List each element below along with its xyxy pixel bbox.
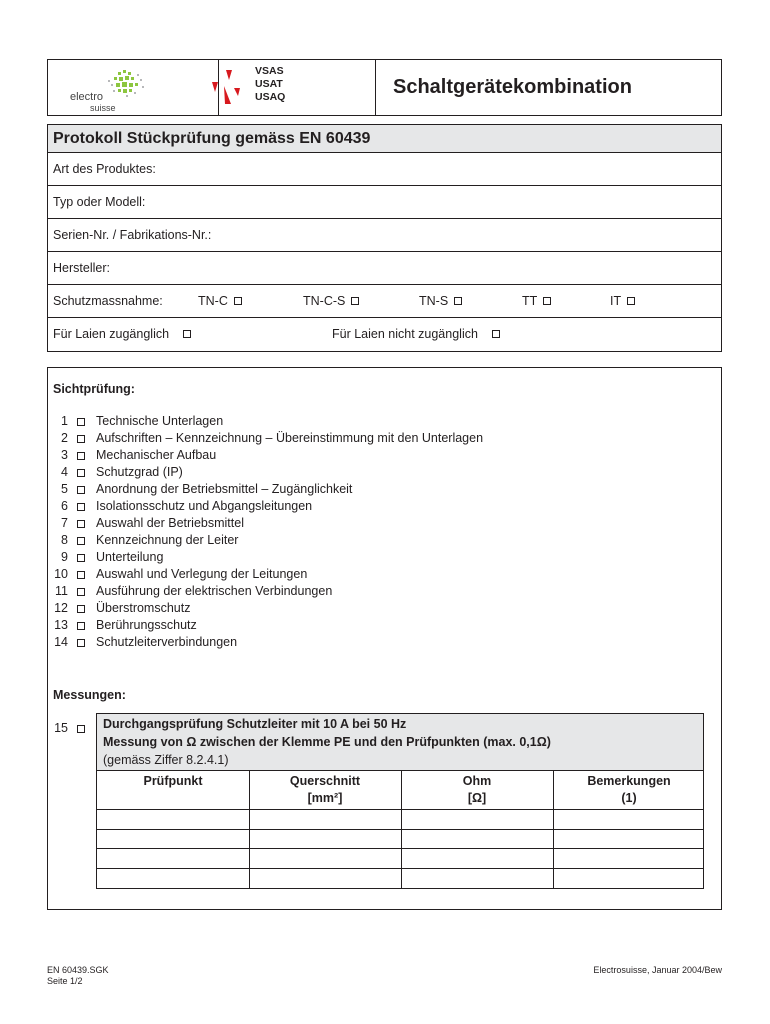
item-label: Unterteilung (96, 550, 164, 564)
table-divider (97, 848, 703, 849)
option-label: TN-C (198, 294, 228, 308)
document-id: EN 60439.SGK (47, 965, 109, 975)
table-divider (97, 770, 703, 771)
item-label: Auswahl der Betriebsmittel (96, 516, 244, 530)
checkbox[interactable] (234, 297, 242, 305)
vsas-logo-icon (206, 68, 246, 106)
item-label: Aufschriften – Kennzeichnung – Übereinstimmung mit den Unterlagen (96, 431, 484, 445)
item-number: 3 (61, 448, 68, 462)
option-laien-not-accessible[interactable] (332, 327, 500, 341)
table-divider (553, 770, 554, 888)
checkbox[interactable] (77, 571, 85, 579)
checkbox[interactable] (627, 297, 635, 305)
checkbox[interactable] (77, 418, 85, 426)
item-number: 2 (61, 431, 68, 445)
checkbox[interactable] (77, 537, 85, 545)
list-item[interactable] (48, 567, 708, 584)
list-item[interactable] (48, 465, 708, 482)
item-number: 7 (61, 516, 68, 530)
column-header-line: Prüfpunkt (143, 774, 203, 788)
item-number: 10 (54, 567, 68, 581)
item-number: 8 (61, 533, 68, 547)
item-label: Technische Unterlagen (96, 414, 224, 428)
list-item[interactable] (48, 448, 708, 465)
item-label: Mechanischer Aufbau (96, 448, 217, 462)
protocol-header (48, 125, 721, 153)
option-label: IT (610, 294, 622, 308)
field-manufacturer[interactable]: Hersteller: (53, 261, 110, 275)
row-divider (48, 317, 721, 318)
column-header-querschnitt (249, 773, 401, 807)
checkbox[interactable] (77, 639, 85, 647)
item-number: 11 (55, 584, 68, 598)
option-it[interactable] (610, 294, 635, 308)
column-header-unit: (1) (621, 791, 637, 805)
row-divider (48, 251, 721, 252)
list-item[interactable] (48, 516, 708, 533)
row-divider (48, 218, 721, 219)
item-number: 6 (61, 499, 68, 513)
column-header-line: Querschnitt (289, 774, 361, 788)
checkbox[interactable] (77, 588, 85, 596)
list-item[interactable] (48, 550, 708, 567)
list-item[interactable] (48, 533, 708, 550)
item-number: 14 (54, 635, 68, 649)
option-label: Für Laien nicht zugänglich (332, 327, 478, 341)
checkbox[interactable] (183, 330, 191, 338)
checkbox[interactable] (77, 605, 85, 613)
table-cell[interactable] (554, 810, 703, 829)
measurement-title: Durchgangsprüfung Schutzleiter mit 10 A bei 50 Hz (103, 717, 407, 731)
option-label: Für Laien zugänglich (53, 327, 170, 341)
table-divider (97, 829, 703, 830)
option-tn-s[interactable] (419, 294, 462, 308)
item-number: 9 (61, 550, 68, 564)
column-header-ohm (401, 773, 553, 807)
logo-text-suisse: suisse (90, 103, 116, 113)
dot-matrix-icon (104, 68, 154, 104)
org-code-vsas: VSAS (255, 65, 284, 77)
row-divider (48, 185, 721, 186)
protocol-title: Protokoll Stückprüfung gemäss EN 60439 (53, 130, 371, 147)
column-header-bemerkungen (553, 773, 705, 807)
column-header-line: Bemerkungen (587, 774, 671, 788)
org-code-usat: USAT (255, 78, 283, 90)
item-number: 13 (54, 618, 68, 632)
item-number: 1 (61, 414, 68, 428)
column-header-pruefpunkt (97, 773, 249, 790)
checkbox[interactable] (77, 469, 85, 477)
checkbox[interactable] (492, 330, 500, 338)
checkbox[interactable] (351, 297, 359, 305)
table-cell[interactable] (97, 810, 249, 829)
item-label: Schutzgrad (IP) (96, 465, 183, 479)
list-item[interactable] (48, 618, 708, 635)
logo-text-electro: electro (70, 91, 104, 103)
table-cell[interactable] (402, 810, 553, 829)
list-item[interactable] (48, 414, 708, 431)
org-code-usaq: USAQ (255, 91, 286, 103)
measurement-reference: (gemäss Ziffer 8.2.4.1) (103, 753, 229, 767)
list-item[interactable] (48, 431, 708, 448)
checkbox[interactable] (77, 725, 85, 733)
field-serial-number[interactable]: Serien-Nr. / Fabrikations-Nr.: (53, 228, 212, 242)
measurement-description: Messung von Ω zwischen der Klemme PE und den Prüfpunkten (max. 0,1Ω) (103, 735, 551, 749)
checkbox[interactable] (77, 554, 85, 562)
checkbox[interactable] (77, 452, 85, 460)
item-label: Berührungsschutz (96, 618, 197, 632)
field-product-type[interactable]: Art des Produktes: (53, 162, 156, 176)
option-label: TT (522, 294, 538, 308)
item-number: 15 (54, 721, 68, 735)
list-item[interactable] (48, 482, 708, 499)
list-item[interactable] (48, 584, 708, 601)
option-tt[interactable] (522, 294, 551, 308)
item-label: Ausführung der elektrischen Verbindungen (96, 584, 333, 598)
list-item[interactable] (48, 601, 708, 618)
item-label: Überstromschutz (96, 601, 191, 615)
item-label: Schutzleiterverbindungen (96, 635, 238, 649)
item-label: Isolationsschutz und Abgangsleitungen (96, 499, 313, 513)
measurements-heading: Messungen: (53, 688, 126, 702)
page-title: Schaltgerätekombination (393, 76, 632, 98)
document-header (47, 59, 722, 116)
checkbox[interactable] (77, 486, 85, 494)
item-number: 5 (61, 482, 68, 496)
option-tn-c[interactable] (198, 294, 242, 308)
list-item[interactable] (48, 499, 708, 516)
measurement-table (96, 713, 704, 889)
footer-left (47, 965, 109, 987)
org-codes (255, 65, 285, 104)
item-number: 12 (54, 601, 68, 615)
column-header-unit: [Ω] (467, 791, 487, 805)
item-number: 4 (61, 465, 68, 479)
checkbox[interactable] (77, 520, 85, 528)
row-divider (48, 284, 721, 285)
list-item[interactable] (48, 635, 708, 652)
checkbox[interactable] (454, 297, 462, 305)
visual-inspection-heading: Sichtprüfung: (53, 382, 135, 396)
column-header-line: Ohm (462, 774, 492, 788)
checkbox[interactable] (77, 503, 85, 511)
table-divider (249, 770, 250, 888)
footer-credit: Electrosuisse, Januar 2004/Bew (593, 965, 722, 975)
page-number: Seite 1/2 (47, 976, 83, 986)
option-tn-c-s[interactable] (303, 294, 359, 308)
item-label: Anordnung der Betriebsmittel – Zugänglichkeit (96, 482, 353, 496)
table-cell[interactable] (250, 810, 401, 829)
option-label: TN-S (419, 294, 449, 308)
checkbox[interactable] (77, 622, 85, 630)
item-label: Kennzeichnung der Leiter (96, 533, 239, 547)
protection-label: Schutzmassnahme: (53, 294, 163, 308)
header-divider (375, 60, 376, 115)
electrosuisse-logo (66, 68, 176, 113)
checkbox[interactable] (543, 297, 551, 305)
column-header-unit: [mm²] (307, 791, 343, 805)
table-divider (97, 868, 703, 869)
protocol-section (47, 124, 722, 352)
table-divider (401, 770, 402, 888)
option-laien-accessible[interactable] (53, 327, 191, 341)
option-label: TN-C-S (303, 294, 346, 308)
field-model[interactable]: Typ oder Modell: (53, 195, 146, 209)
item-label: Auswahl und Verlegung der Leitungen (96, 567, 308, 581)
checkbox[interactable] (77, 435, 85, 443)
